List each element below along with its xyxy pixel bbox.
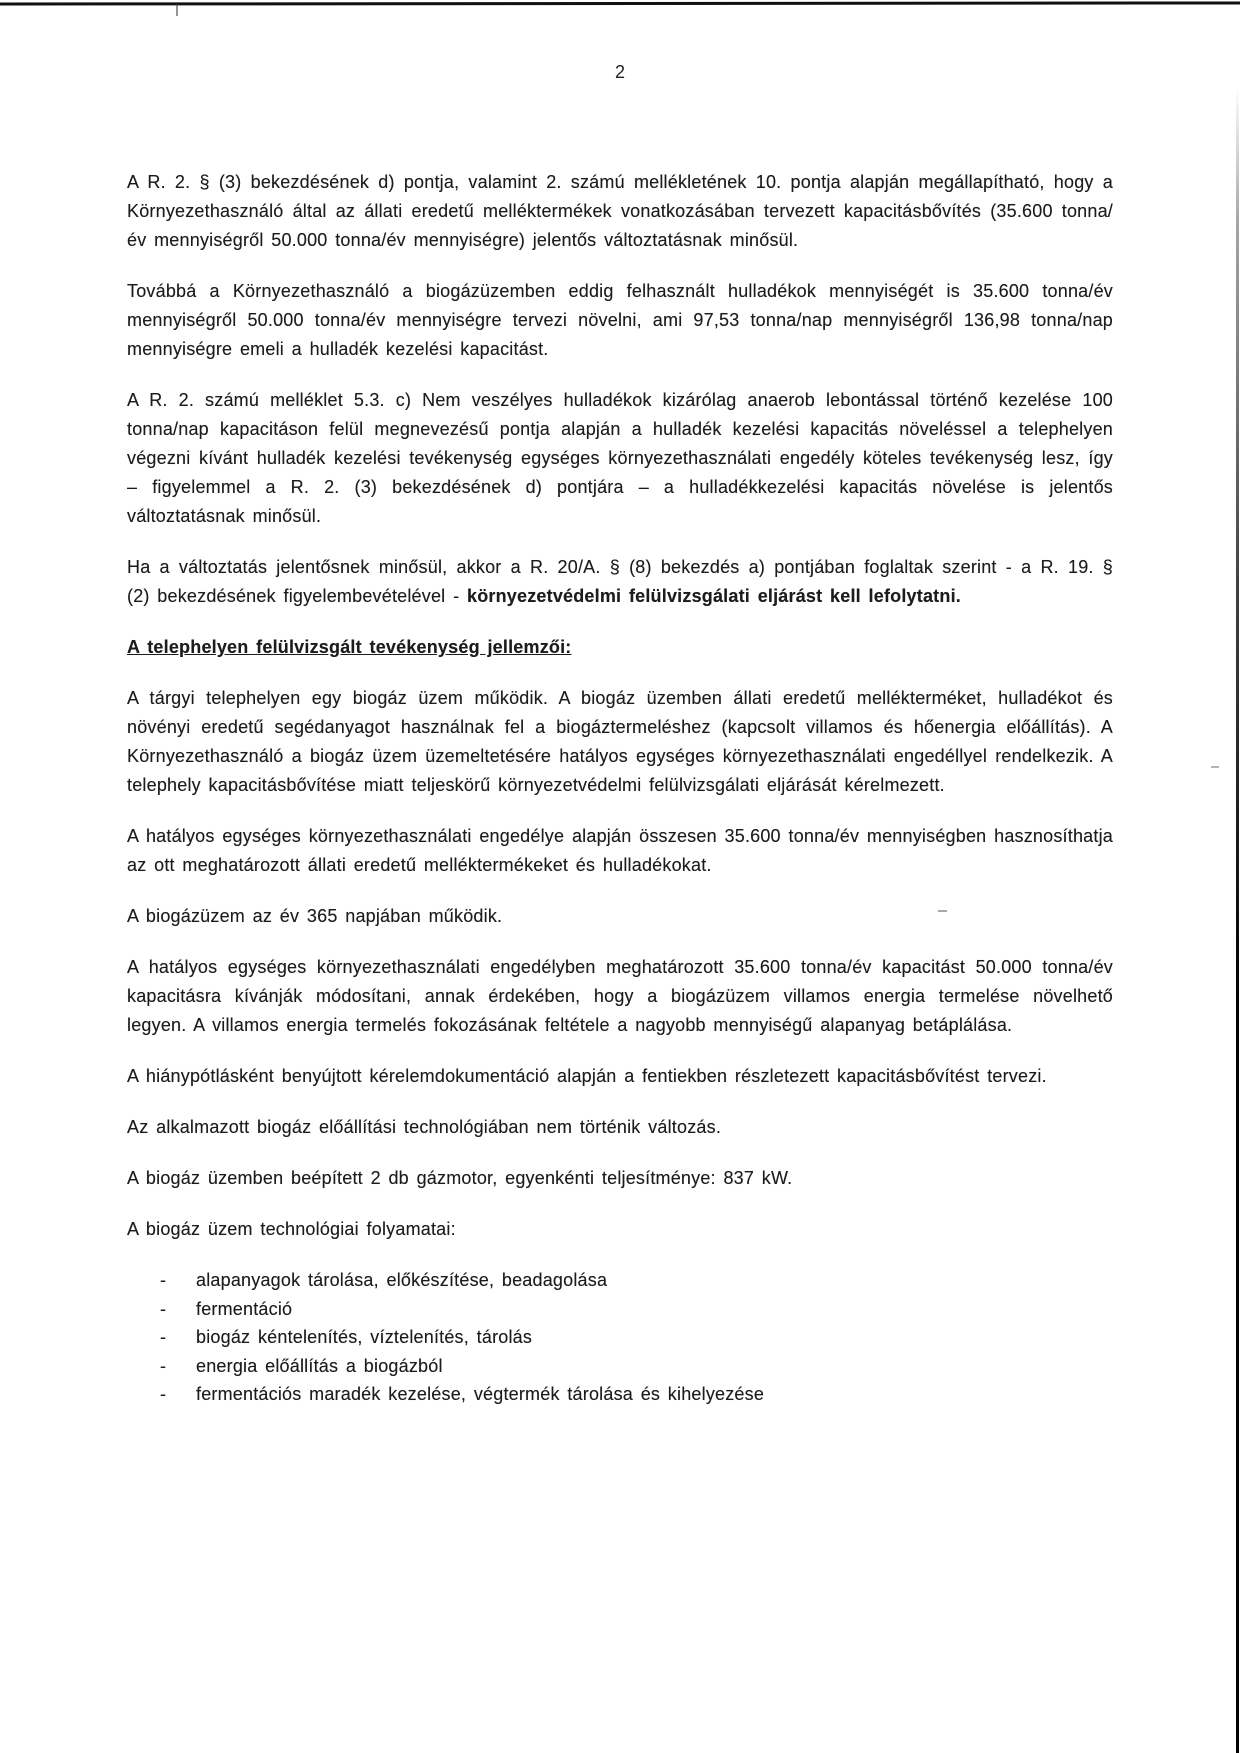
document-body (127, 168, 1113, 1409)
paragraph-significant-change: A R. 2. § (3) bekezdésének d) pontja, valamint 2. számú mellékletének 10. pontja alapján megállapítható, hogy a Környezethasználó által az állati eredetű melléktermékek vonatkozásában tervezett kapacitásbővítés (35.600 tonna/év mennyiségről 50.000 tonna/év mennyiségre) jelentős változtatásnak minősül. (127, 172, 1113, 250)
paragraph-capacity-modification: A hatályos egységes környezethasználati engedélyben meghatározott 35.600 tonna/év kapacitást 50.000 tonna/év kapacitásra kívánják módosítani, annak érdekében, hogy a biogázüzem villamos energia termelése növelhető legyen. A villamos energia termelés fokozásának feltétele a nagyobb mennyiségű alapanyag betáplálása. (127, 957, 1113, 1035)
paragraph-annex-5-3-c: A R. 2. számú melléklet 5.3. c) Nem veszélyes hulladékok kizárólag anaerob lebontással történő kezelése 100 tonna/nap kapacitáson felül megnevezésű pontja alapján a hulladék kezelési kapacitás növeléssel a telephelyen végezni kívánt hulladék kezelési tevékenység egységes környezethasználati engedély köteles tevékenység lesz, így – figyelemmel a R. 2. (3) bekezdésének d) pontjára – a hulladékkezelési kapacitás növelése is jelentős változtatásnak minősül. (127, 390, 1113, 526)
process-list (127, 1266, 1113, 1409)
list-item-dash: - (160, 1327, 167, 1347)
paragraph-no-technology-change: Az alkalmazott biogáz előállítási technológiában nem történik változás. (127, 1117, 722, 1137)
list-item-text: fermentáció (196, 1298, 293, 1319)
list-item (127, 1352, 1113, 1381)
scan-artifact-speck (1211, 766, 1219, 768)
scan-artifact-top-edge-line (0, 1, 1240, 5)
paragraph-review-procedure (127, 553, 1113, 611)
section-heading-site-activity: A telephelyen felülvizsgált tevékenység jellemzői: (127, 637, 572, 657)
paragraph-supplementary-request: A hiánypótlásként benyújtott kérelemdokumentáció alapján a fentiekben részletezett kapacitásbővítést tervezi. (127, 1066, 1047, 1086)
page-number: 2 (614, 62, 625, 82)
scan-artifact-right-edge-line (1236, 88, 1239, 1753)
paragraph-gas-engines: A biogáz üzemben beépített 2 db gázmotor, egyenkénti teljesítménye: 837 kW. (127, 1168, 793, 1188)
scan-artifact-top-tick (176, 4, 178, 16)
paragraph-operating-days: A biogázüzem az év 365 napjában működik. (127, 906, 503, 926)
list-item (127, 1295, 1113, 1324)
list-item (127, 1323, 1113, 1352)
list-item-text: biogáz kéntelenítés, víztelenítés, tárolás (196, 1327, 533, 1347)
list-item-text: energia előállítás a biogázból (196, 1355, 443, 1376)
list-item-dash: - (160, 1298, 167, 1319)
paragraph-review-procedure-bold: környezetvédelmi felülvizsgálati eljárást kell lefolytatni. (466, 586, 961, 606)
list-item-text: alapanyagok tárolása, előkészítése, beadagolása (196, 1270, 608, 1290)
list-item-dash: - (160, 1384, 167, 1404)
list-item-dash: - (160, 1355, 167, 1376)
paragraph-review-procedure-text: Ha a változtatás jelentősnek minősül, akkor a R. 20/A. § (8) bekezdés a) pontjában foglaltak szerint - a R. 19. § (2) bekezdésének figyelembevételével - (127, 557, 1113, 606)
list-item (127, 1380, 1113, 1409)
list-item-text: fermentációs maradék kezelése, végtermék tárolása és kihelyezése (196, 1384, 765, 1404)
paragraph-site-description: A tárgyi telephelyen egy biogáz üzem működik. A biogáz üzemben állati eredetű mellékterméket, hulladékot és növényi eredetű segédanyagot használnak fel a biogáztermeléshez (kapcsolt villamos és hőenergia előállítás). A Környezethasználó a biogáz üzem üzemeltetésére hatályos egységes környezethasználati engedéllyel rendelkezik. A telephely kapacitásbővítése miatt teljeskörű környezetvédelmi felülvizsgálati eljárását kérelmezett. (127, 688, 1113, 795)
paragraph-current-permit-quantity: A hatályos egységes környezethasználati engedélye alapján összesen 35.600 tonna/év mennyiségben hasznosíthatja az ott meghatározott állati eredetű melléktermékeket és hulladékokat. (127, 826, 1113, 875)
list-item-dash: - (160, 1270, 167, 1290)
list-item (127, 1266, 1113, 1295)
paragraph-waste-quantity-increase: Továbbá a Környezethasználó a biogázüzemben eddig felhasznált hulladékok mennyiségét is 35.600 tonna/év mennyiségről 50.000 tonna/év mennyiségre tervezi növelni, ami 97,53 tonna/nap mennyiségről 136,98 tonna/nap mennyiségre emeli a hulladék kezelési kapacitást. (127, 281, 1113, 359)
paragraph-process-list-intro: A biogáz üzem technológiai folyamatai: (127, 1219, 456, 1239)
